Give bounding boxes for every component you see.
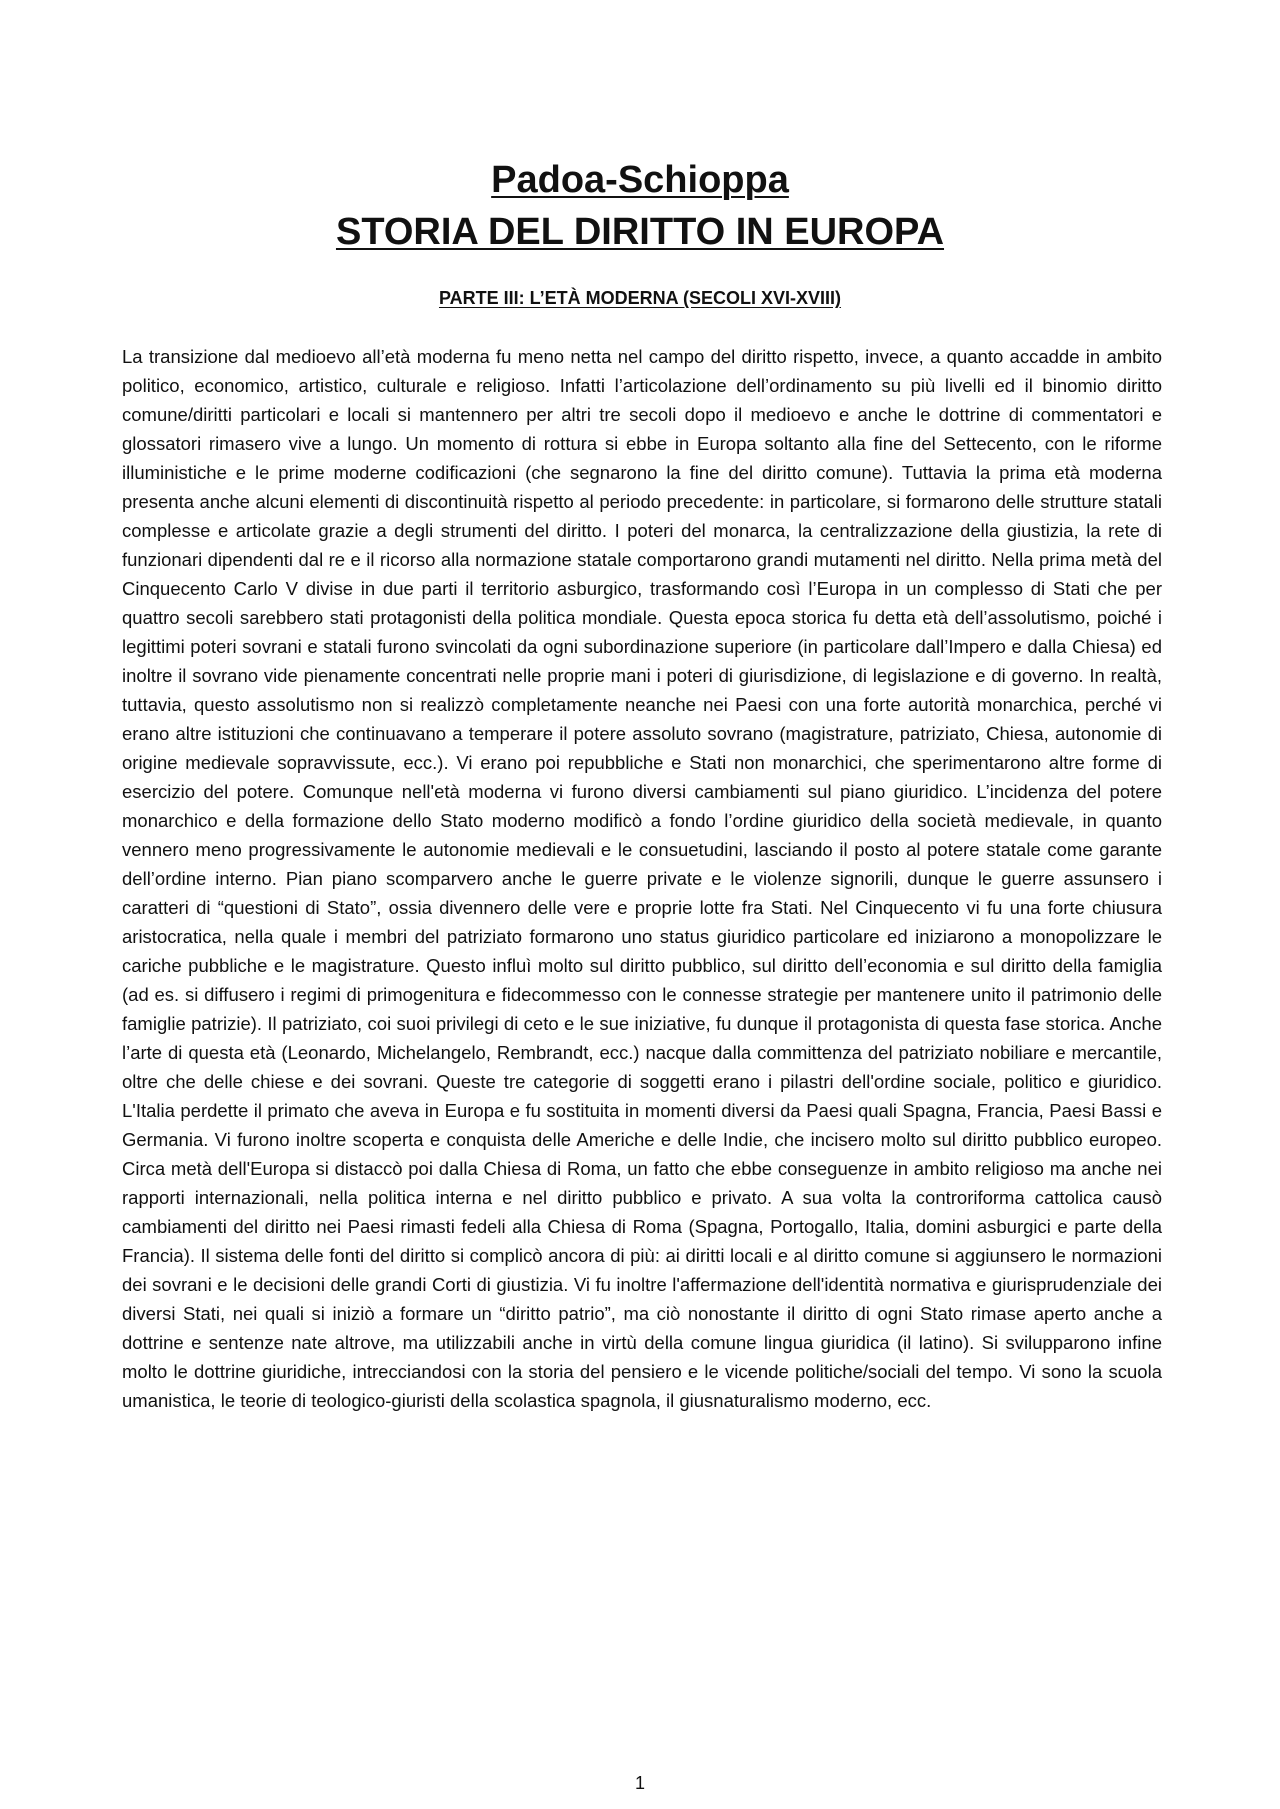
book-title: STORIA DEL DIRITTO IN EUROPA (335, 211, 945, 253)
section-heading: PARTE III: L’ETÀ MODERNA (SECOLI XVI-XVIII) (438, 288, 842, 308)
author-title: Padoa-Schioppa (491, 159, 789, 201)
body-paragraph: La transizione dal medioevo all’età moderna fu meno netta nel campo del diritto rispetto, invece, a quanto accadde in ambito politico, economico, artistico, culturale e religioso. Infatti l’articolazione dell’ordinamento su più livelli ed il binomio diritto comune/diritti particolari e locali si mantennero per altri tre secoli dopo il medioevo e anche le dottrine di commentatori e glossatori rimasero vive a lungo. Un momento di rottura si ebbe in Europa soltanto alla fine del Settecento, con le riforme illuministiche e le prime moderne codificazioni (che segnarono la fine del diritto comune). Tuttavia la prima età moderna presenta anche alcuni elementi di discontinuità rispetto al periodo precedente: in particolare, si formarono delle strutture statali complesse e articolate grazie a degli strumenti del diritto. I poteri del monarca, la centralizzazione della giustizia, la rete di funzionari dipendenti dal re e il ricorso alla normazione statale comportarono grandi mutamenti nel diritto. Nella prima metà del Cinquecento Carlo V divise in due parti il territorio asburgico, trasformando così l’Europa in un complesso di Stati che per quattro secoli sarebbero stati protagonisti della politica mondiale. Questa epoca storica fu detta età dell’assolutismo, poiché i legittimi poteri sovrani e statali furono svincolati da ogni subordinazione superiore (in particolare dall’Impero e dalla Chiesa) ed inoltre il sovrano vide pienamente concentrati nelle proprie mani i poteri di giurisdizione, di legislazione e di governo. In realtà, tuttavia, questo assolutismo non si realizzò completamente neanche nei Paesi con una forte autorità monarchica, perché vi erano altre istituzioni che continuavano a temperare il potere assoluto sovrano (magistrature, patriziato, Chiesa, autonomie di origine medievale sopravvissute, ecc.). Vi erano poi repubbliche e Stati non monarchici, che sperimentarono altre forme di esercizio del potere. Comunque nell'età moderna vi furono diversi cambiamenti sul piano giuridico. L’incidenza del potere monarchico e della formazione dello Stato moderno modificò a fondo l’ordine giuridico della società medievale, in quanto vennero meno progressivamente le autonomie medievali e le consuetudini, lasciando il posto al potere statale come garante dell’ordine interno. Pian piano scomparvero anche le guerre private e le violenze signorili, dunque le guerre assunsero i caratteri di “questioni di Stato”, ossia divennero delle vere e proprie lotte fra Stati. Nel Cinquecento vi fu una forte chiusura aristocratica, nella quale i membri del patriziato formarono uno status giuridico particolare ed iniziarono a monopolizzare le cariche pubbliche e le magistrature. Questo influì molto sul diritto pubblico, sul diritto dell’economia e sul diritto della famiglia (ad es. si diffusero i regimi di primogenitura e fidecommesso con le connesse strategie per mantenere unito il patrimonio delle famiglie patrizie). Il patriziato, coi suoi privilegi di ceto e le sue iniziative, fu dunque il protagonista di questa fase storica. Anche l’arte di questa età (Leonardo, Michelangelo, Rembrandt, ecc.) nacque dalla committenza del patriziato nobiliare e mercantile, oltre che delle chiese e dei sovrani. Queste tre categorie di soggetti erano i pilastri dell'ordine sociale, politico e giuridico. L'Italia perdette il primato che aveva in Europa e fu sostituita in momenti diversi da Paesi quali Spagna, Francia, Paesi Bassi e Germania. Vi furono inoltre scoperta e conquista delle Americhe e delle Indie, che incisero molto sul diritto pubblico europeo. Circa metà dell'Europa si distaccò poi dalla Chiesa di Roma, un fatto che ebbe conseguenze in ambito religioso ma anche nei rapporti internazionali, nella politica interna e nel diritto pubblico e privato. A sua volta la controriforma cattolica causò cambiamenti del diritto nei Paesi rimasti fedeli alla Chiesa di Roma (Spagna, Portogallo, Italia, domini asburgici e parte della Francia). Il sistema delle fonti del diritto si complicò ancora di più: ai diritti locali e al diritto comune si aggiunsero le normazioni dei sovrani e le decisioni delle grandi Corti di giustizia. Vi fu inoltre l'affermazione dell'identità normativa e giurisprudenziale dei diversi Stati, nei quali si iniziò a formare un “diritto patrio”, ma ciò nonostante il diritto di ogni Stato rimase aperto anche a dottrine e sentenze nate altrove, ma utilizzabili anche in virtù della comune lingua giuridica (il latino). Si svilupparono infine molto le dottrine giuridiche, intrecciandosi con la storia del pensiero e le vicende politiche/sociali del tempo. Vi sono la scuola umanistica, le teorie di teologico-giuristi della scolastica spagnola, il giusnaturalismo moderno, ecc. (122, 346, 1162, 1411)
page-number: 1 (634, 1773, 645, 1793)
